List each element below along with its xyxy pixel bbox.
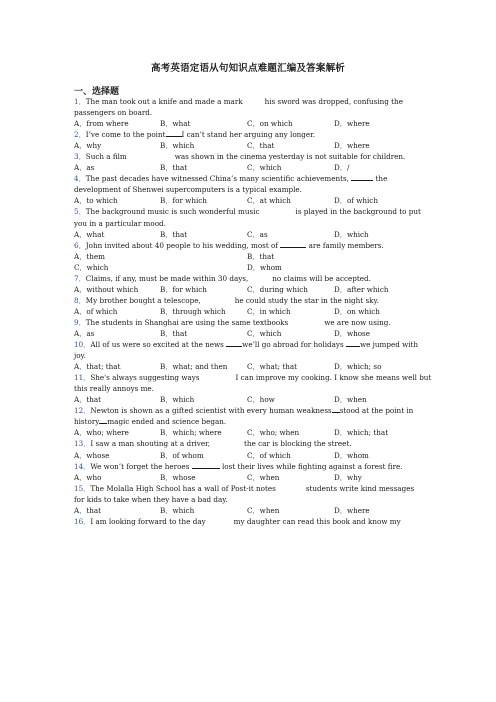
option-a[interactable]: A．what (74, 229, 105, 239)
option-b[interactable]: B．which; where (160, 428, 222, 438)
option-b[interactable]: B．whose (160, 472, 196, 482)
option-a[interactable]: A．without which (74, 284, 139, 294)
option-c[interactable]: C．when (247, 472, 280, 482)
options-row (74, 361, 420, 372)
option-a[interactable]: A．them (74, 251, 105, 261)
question-number: 7． (74, 273, 86, 283)
options-row (74, 306, 420, 317)
question-number: 16． (74, 516, 91, 526)
option-a[interactable]: A．to which (74, 196, 118, 206)
option-c[interactable]: C．how (247, 395, 275, 405)
option-a[interactable]: A．of which (74, 306, 118, 316)
option-a[interactable]: A．from where (74, 119, 129, 129)
option-d[interactable]: D．whose (334, 328, 371, 338)
option-b[interactable]: B．what; and then (160, 362, 228, 372)
section-heading: 一、选择题 (74, 87, 120, 97)
question-6: 6．John invited about 40 people to his wedding, most of are family members. (74, 240, 384, 250)
options-row (74, 328, 420, 339)
option-a[interactable]: A．as (74, 328, 95, 338)
option-d[interactable]: D．whom (247, 262, 282, 272)
question-8: 8．My brother bought a telescope, he could study the star in the night sky. (74, 295, 379, 305)
option-d[interactable]: D．why (334, 472, 362, 482)
question-number: 3． (74, 152, 86, 162)
option-b[interactable]: B．through which (160, 306, 226, 316)
option-d[interactable]: D．after which (334, 284, 389, 294)
option-b[interactable]: B．of whom (160, 450, 204, 460)
option-b[interactable]: B．which (160, 395, 195, 405)
question-9: 9．The students in Shanghai are using the same textbooks we are now using. (74, 317, 391, 327)
option-b[interactable]: B．that (160, 229, 188, 239)
option-b[interactable]: B．which (160, 505, 195, 515)
question-number: 12． (74, 406, 91, 416)
question-number: 15． (74, 483, 91, 493)
question-13: 13．I saw a man shouting at a driver, the car is blocking the street. (74, 439, 352, 449)
option-b[interactable]: B．what (160, 119, 191, 129)
option-c[interactable]: C．which (74, 262, 109, 272)
options-row (74, 118, 420, 129)
answer-blank (280, 240, 306, 248)
question-number: 5． (74, 207, 86, 217)
option-c[interactable]: C．in which (247, 306, 291, 316)
question-1: 1．The man took out a knife and made a mark his sword was dropped, confusing the (74, 97, 403, 106)
option-a[interactable]: A．who (74, 472, 102, 482)
option-a[interactable]: A．whose (74, 450, 110, 460)
answer-blank (226, 339, 242, 347)
question-number: 10． (74, 340, 91, 350)
option-b[interactable]: B．which (160, 141, 195, 151)
options-row (74, 284, 420, 295)
question-4: 4．The past decades have witnessed China’s many scientific achievements, the (74, 174, 388, 184)
question-11: 11．She's always suggesting ways I can improve my cooking. I know she means well but (74, 373, 432, 383)
option-b[interactable]: B．for which (160, 284, 207, 294)
option-d[interactable]: D．which; that (334, 428, 389, 438)
option-d[interactable]: D．where (334, 505, 370, 515)
options-row (74, 162, 420, 173)
question-number: 2． (74, 130, 86, 140)
option-c[interactable]: C．who; when (247, 428, 300, 438)
question-16: 16．I am looking forward to the day my daughter can read this book and know my (74, 516, 401, 526)
options-row (74, 251, 420, 262)
question-number: 14． (74, 461, 91, 471)
option-d[interactable]: D．on which (334, 306, 380, 316)
option-a[interactable]: A．that (74, 395, 102, 405)
option-c[interactable]: C．when (247, 505, 280, 515)
options-row (74, 262, 420, 273)
options-row (74, 195, 420, 206)
option-b[interactable]: B．for which (160, 196, 207, 206)
option-d[interactable]: D．of which (334, 196, 378, 206)
question-15: 15．The Molalla High School has a wall of Post-it notes students write kind messages (74, 483, 415, 493)
question-7: 7．Claims, if any, must be made within 30 days, no claims will be accepted. (74, 273, 371, 283)
question-number: 13． (74, 439, 91, 449)
option-d[interactable]: D．where (334, 119, 370, 129)
question-12: 12．Newton is shown as a gifted scientist with every human weakness stood at the point in (74, 406, 414, 416)
document-title: 高考英语定语从句知识点难题汇编及答案解析 (150, 63, 345, 74)
option-c[interactable]: C．which (247, 328, 282, 338)
options-row (74, 427, 420, 438)
option-b[interactable]: B．that (160, 163, 188, 173)
option-c[interactable]: C．of which (247, 450, 291, 460)
options-row (74, 229, 420, 240)
option-c[interactable]: C．during which (247, 284, 308, 294)
answer-blank (192, 461, 220, 469)
option-a[interactable]: A．who; where (74, 428, 129, 438)
option-c[interactable]: C．on which (247, 119, 293, 129)
option-c[interactable]: C．what; that (247, 362, 298, 372)
question-number: 4． (74, 174, 86, 184)
question-14: 14．We won’t forget the heroes lost their lives while fighting against a forest fire. (74, 461, 403, 471)
options-row (74, 450, 420, 461)
option-c[interactable]: C．which (247, 163, 282, 173)
question-number: 1． (74, 97, 86, 106)
option-d[interactable]: D．which; so (334, 362, 382, 372)
question-list: 1．The man took out a knife and made a mark his sword was dropped, confusing the passengers on board. A．from where B．what C．on which D．where 2．I’ve come to the point I can’t stand her arguing any longer. A．why B．which C．that D．where 3．Such a film was shown in the cinema yesterday is not suitable for children. A．as B．that C．which D．/ 4．The past decades have witnessed China’s many scientific achievements, the development of Shenwei supercomputers is a typical example. A．to which B．for which C．at which D．of which 5．The background music is such wonderful music is played in the background to put you in a particular mood. A．what B．that C．as D．which 6．John invited about 40 people to his wedding, most of are family members. A．them B．that C．which D．whom 7．Claims, if any, must be made within 30 days, no claims will be accepted. A．without which B．for which C．during which D．after which 8．My brother bought a telescope, he could study the star in the night sky. A．of which B．through which C．in which D．on which 9．The students in Shanghai are using the same textbooks we are now using. A．as B．that C．which D．whose 10．All of us were so excited at the news we’ll go abroad for holidays we jumped with joy. A．that; that B．what; and then C．what; that D．which; so 11．She's always suggesting ways I can improve my cooking. I know she means well but this really annoys me. A．that B．which C．how D．when 12．Newton is shown as a gifted scientist with every human weakness stood at the point in history magic ended and science began. A．who; where B．which; where C．who; when D．which; that 13．I saw a man shouting at a driver, the car is blocking the street. A．whose B．of whom C．of which D．whom 14．We won’t forget the heroes lost their lives while fighting against a forest fire. A．who B．whose C．when D．why 15．The Molalla High School has a wall of Post-it notes students write kind messages for kids to take when they have a bad day. A．that B．which C．when D．where 16．I am looking forward to the day my daughter can read this book and know my (74, 97, 432, 526)
question-5: 5．The background music is such wonderful music is played in the background to put (74, 207, 421, 217)
option-c[interactable]: C．at which (247, 196, 291, 206)
option-c[interactable]: C．as (247, 229, 268, 239)
options-row (74, 394, 420, 405)
option-d[interactable]: D．which (334, 229, 369, 239)
options-row (74, 505, 420, 516)
option-a[interactable]: A．that; that (74, 362, 121, 372)
option-d[interactable]: D．when (334, 395, 367, 405)
answer-blank (332, 405, 340, 413)
answer-blank (346, 339, 360, 347)
options-row (74, 140, 420, 151)
option-d[interactable]: D．/ (334, 163, 350, 173)
option-c[interactable]: C．that (247, 141, 275, 151)
option-a[interactable]: A．that (74, 505, 102, 515)
question-number: 11． (74, 373, 91, 383)
option-d[interactable]: D．where (334, 141, 370, 151)
option-a[interactable]: A．why (74, 141, 102, 151)
question-number: 8． (74, 295, 86, 305)
option-d[interactable]: D．whom (334, 450, 369, 460)
question-10: 10．All of us were so excited at the news we’ll go abroad for holidays we jumped with (74, 340, 419, 350)
option-b[interactable]: B．that (160, 328, 188, 338)
question-2: 2．I’ve come to the point I can’t stand her arguing any longer. (74, 130, 316, 140)
question-3: 3．Such a film was shown in the cinema yesterday is not suitable for children. (74, 152, 406, 162)
question-number: 9． (74, 317, 86, 327)
question-number: 6． (74, 240, 86, 250)
option-b[interactable]: B．that (247, 251, 275, 261)
answer-blank (351, 173, 373, 181)
answer-blank (166, 129, 182, 137)
option-a[interactable]: A．as (74, 163, 95, 173)
options-row (74, 472, 420, 483)
